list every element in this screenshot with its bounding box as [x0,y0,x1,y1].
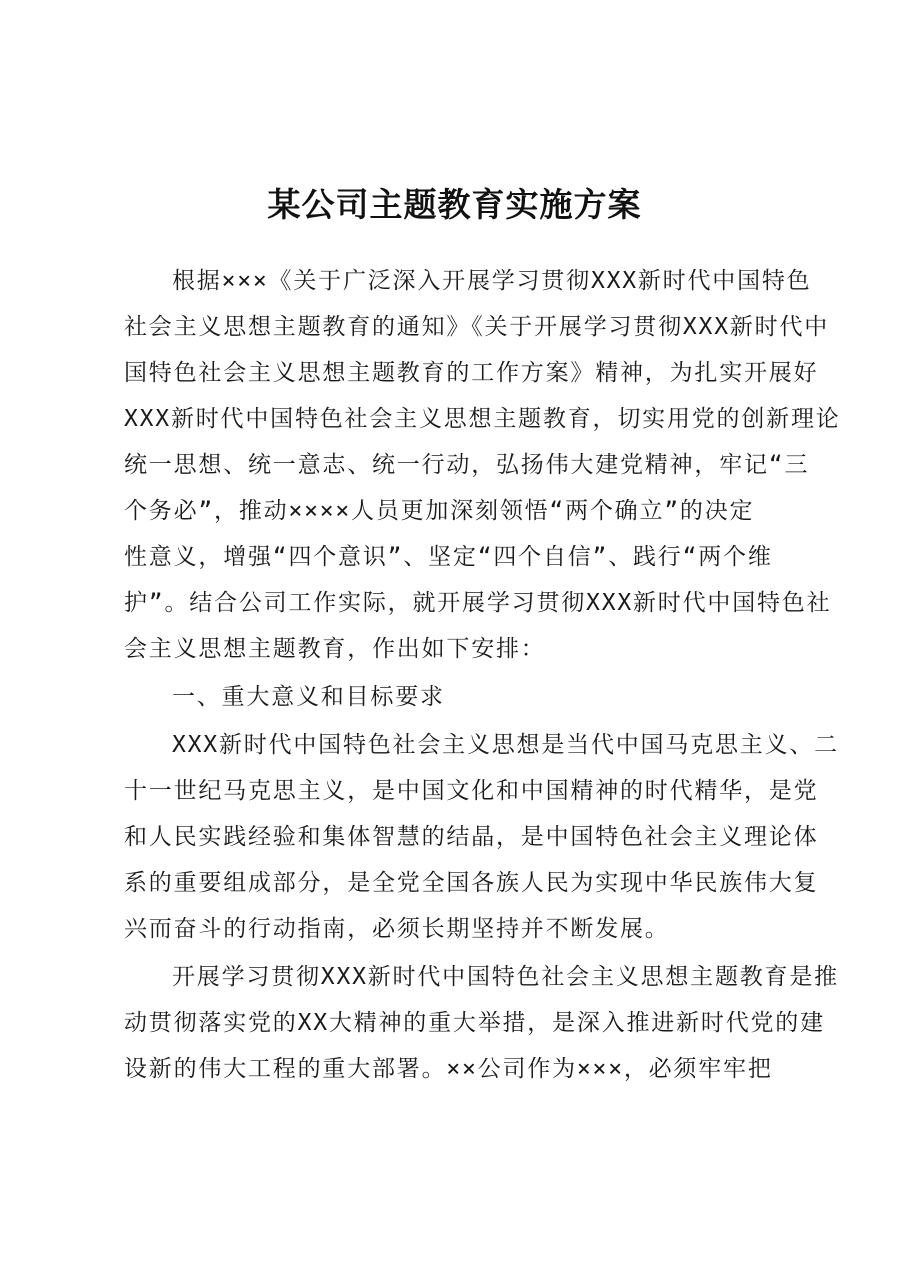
paragraph-line: 护”。结合公司工作实际，就开展学习贯彻XXX新时代中国特色社 [124,590,832,616]
paragraph-line: 国特色社会主义思想主题教育的工作方案》精神，为扎实开展好 [124,360,819,386]
paragraph-line: 社会主义思想主题教育的通知》《关于开展学习贯彻XXX新时代中 [124,314,830,340]
section-heading: 一、重大意义和目标要求 [172,684,445,710]
paragraph-line: 十一世纪马克思主义，是中国文化和中国精神的时代精华，是党 [124,778,819,804]
paragraph-line: 统一思想、统一意志、统一行动，弘扬伟大建党精神，牢记“三 [124,452,810,478]
paragraph-line: 个务必”，推动××××人员更加深刻领悟“两个确立”的决定 [124,498,755,524]
paragraph-line: 性意义，增强“四个意识”、坚定“四个自信”、践行“两个维 [124,544,773,570]
paragraph-line: 系的重要组成部分，是全党全国各族人民为实现中华民族伟大复 [124,870,819,896]
paragraph-line: 开展学习贯彻XXX新时代中国特色社会主义思想主题教育是推 [172,964,839,990]
paragraph-line: 设新的伟大工程的重大部署。××公司作为×××，必须牢牢把 [124,1056,773,1082]
paragraph-line: 和人民实践经验和集体智慧的结晶，是中国特色社会主义理论体 [124,824,819,850]
paragraph-line: 根据×××《关于广泛深入开展学习贯彻XXX新时代中国特色 [172,268,812,294]
paragraph-line: 兴而奋斗的行动指南，必须长期坚持并不断发展。 [124,916,670,942]
paragraph-line: XXX新时代中国特色社会主义思想是当代中国马克思主义、二 [172,732,839,758]
paragraph-line: 会主义思想主题教育，作出如下安排： [124,636,546,662]
paragraph-line: 动贯彻落实党的XX大精神的重大举措，是深入推进新时代党的建 [124,1010,825,1036]
paragraph-line: XXX新时代中国特色社会主义思想主题教育，切实用党的创新理论 [124,406,841,432]
document-title: 某公司主题教育实施方案 [267,185,642,224]
